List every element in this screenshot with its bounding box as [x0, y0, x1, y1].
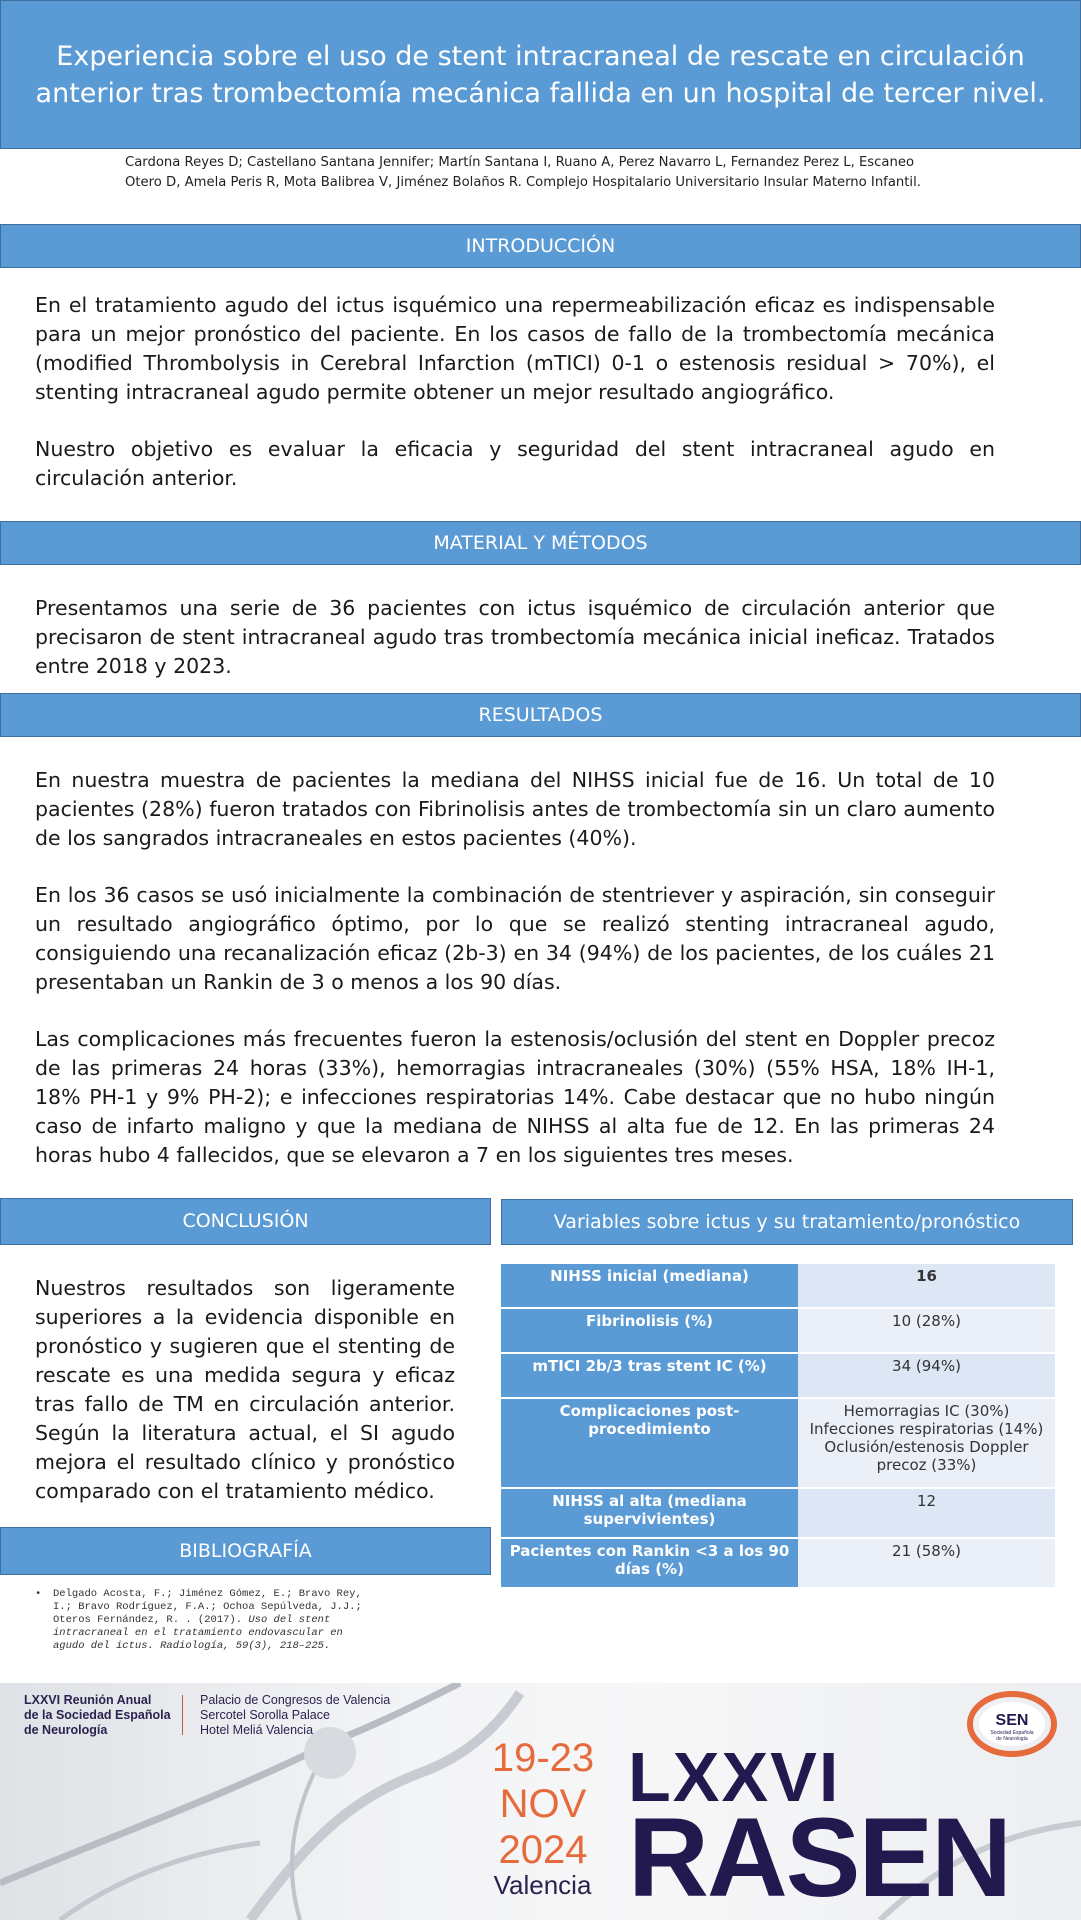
meeting-line-2: de la Sociedad Española: [24, 1708, 171, 1722]
variable-value: Hemorragias IC (30%) Infecciones respiratorias (14%) Oclusión/estenosis Doppler precoz (33%): [798, 1398, 1055, 1488]
results-text: [35, 766, 995, 1198]
reference-authors: Delgado Acosta, F.; Jiménez Gómez, E.; Bravo Rey, I.; Bravo Rodríguez, F.A.; Ochoa Sepúlveda, J.J.; Oteros Fernández, R. . (2017).: [53, 1588, 362, 1626]
bullet-icon: •: [35, 1588, 42, 1600]
venue-line-3: Hotel Meliá Valencia: [200, 1723, 314, 1737]
variable-value: 16: [798, 1264, 1055, 1308]
table-row: [501, 1264, 1055, 1308]
dates-month: NOV: [499, 1782, 587, 1826]
intro-paragraph-1: En el tratamiento agudo del ictus isquémico una repermeabilización eficaz es indispensable para un mejor pronóstico del paciente. En los casos de fallo de la trombectomía mecánica (modified Thrombolysis in Cerebral Infarction (mTICI) 0-1 o estenosis residual > 70%), el stenting intracraneal agudo permite obtener un mejor resultado angiográfico.: [35, 293, 995, 404]
variable-label: NIHSS inicial (mediana): [501, 1264, 798, 1308]
table-row: [501, 1398, 1055, 1488]
variable-label: mTICI 2b/3 tras stent IC (%): [501, 1353, 798, 1398]
reference-title: Uso del stent intracraneal en el tratamiento endovascular en agudo del ictus. Radiología, 59(3), 218–225.: [53, 1614, 343, 1652]
congress-edition: LXXVI: [628, 1738, 841, 1816]
variable-value: 10 (28%): [798, 1308, 1055, 1353]
methods-text: [35, 594, 995, 709]
conclusion-text: Nuestros resultados son ligeramente superiores a la evidencia disponible en pronóstico y sugieren que el stenting de rescate es una medida segura y eficaz tras fallo de TM en circulación anterior. Según la literatura actual, el SI agudo mejora el resultado clínico y pronóstico comparado con el tratamiento médico.: [35, 1276, 455, 1503]
poster-title: [0, 0, 1081, 149]
variables-table-body: [501, 1264, 1055, 1588]
venue-line-2: Sercotel Sorolla Palace: [200, 1708, 330, 1722]
logo-sub-2: de Neurología: [996, 1736, 1028, 1742]
authors: Cardona Reyes D; Castellano Santana Jennifer; Martín Santana I, Ruano A, Perez Navarro L, Fernandez Perez L, Escaneo Otero D, Amela Peris R, Mota Balibrea V, Jiménez Bolaños R. Complejo Hospitalario Universitario Insular Materno Infantil.: [125, 155, 921, 190]
section-heading-results: RESULTADOS: [0, 693, 1081, 737]
table-row: [501, 1353, 1055, 1398]
variable-value: 34 (94%): [798, 1353, 1055, 1398]
methods-paragraph-1: Presentamos una serie de 36 pacientes con ictus isquémico de circulación anterior que precisaron de stent intracraneal agudo tras trombectomía mecánica inicial ineficaz. Tratados entre 2018 y 2023.: [35, 596, 995, 678]
variables-table: [501, 1264, 1055, 1589]
variable-value: 12: [798, 1488, 1055, 1538]
logo-sub-1: Sociedad Española: [990, 1730, 1034, 1736]
congress-acronym: RASEN: [628, 1795, 1011, 1920]
section-heading-intro: INTRODUCCIÓN: [0, 224, 1081, 268]
footer-divider: [182, 1695, 183, 1735]
sen-logo-icon: [966, 1689, 1058, 1759]
congress-dates: [478, 1735, 608, 1873]
venue-list: [200, 1693, 390, 1738]
results-paragraph-1: En nuestra muestra de pacientes la mediana del NIHSS inicial fue de 16. Un total de 10 pacientes (28%) fueron tratados con Fibrinolisis antes de trombectomía sin un claro aumento de los sangrados intracraneales en estos pacientes (40%).: [35, 768, 995, 850]
variable-label: Fibrinolisis (%): [501, 1308, 798, 1353]
table-row: [501, 1308, 1055, 1353]
variable-label: Complicaciones post-procedimiento: [501, 1398, 798, 1488]
intro-paragraph-2: Nuestro objetivo es evaluar la eficacia y seguridad del stent intracraneal agudo en circulación anterior.: [35, 437, 995, 490]
table-row: [501, 1488, 1055, 1538]
variable-value: 21 (58%): [798, 1538, 1055, 1588]
section-heading-methods: MATERIAL Y MÉTODOS: [0, 521, 1081, 565]
variable-label: NIHSS al alta (mediana supervivientes): [501, 1488, 798, 1538]
congress-banner: [0, 1683, 1081, 1920]
meeting-name: [24, 1693, 171, 1738]
variable-label: Pacientes con Rankin <3 a los 90 días (%): [501, 1538, 798, 1588]
meeting-line-3: de Neurología: [24, 1723, 108, 1737]
section-heading-bibliography: BIBLIOGRAFÍA: [0, 1527, 491, 1575]
results-paragraph-3: Las complicaciones más frecuentes fueron la estenosis/oclusión del stent en Doppler precoz de las primeras 24 horas (33%), hemorragias intracraneales (30%) (55% HSA, 18% IH-1, 18% PH-1 y 9% PH-2); e infecciones respiratorias 14%. Cabe destacar que no hubo ningún caso de infarto maligno y que la mediana de NIHSS al alta fue de 12. En las primeras 24 horas hubo 4 fallecidos, que se elevaron a 7 en los siguientes tres meses.: [35, 1027, 995, 1167]
poster-title-text: Experiencia sobre el uso de stent intracraneal de rescate en circulación anterior tras trombectomía mecánica fallida en un hospital de tercer nivel.: [35, 40, 1046, 109]
intro-text: [35, 291, 995, 521]
dates-year: 2024: [498, 1828, 588, 1872]
logo-text: SEN: [995, 1712, 1029, 1729]
section-heading-variables: Variables sobre ictus y su tratamiento/pronóstico: [501, 1199, 1073, 1245]
section-heading-conclusion: CONCLUSIÓN: [0, 1198, 491, 1245]
table-row: [501, 1538, 1055, 1588]
congress-city: Valencia: [493, 1870, 592, 1900]
bibliography-reference: [53, 1588, 375, 1653]
bibliography-entry: [35, 1588, 375, 1653]
venue-line-1: Palacio de Congresos de Valencia: [200, 1693, 391, 1707]
results-paragraph-2: En los 36 casos se usó inicialmente la combinación de stentriever y aspiración, sin conseguir un resultado angiográfico óptimo, por lo que se realizó stenting intracraneal agudo, consiguiendo una recanalización eficaz (2b-3) en 34 (94%) de los pacientes, de los cuáles 21 presentaban un Rankin de 3 o menos a los 90 días.: [35, 883, 995, 994]
meeting-line-1: LXXVI Reunión Anual: [24, 1693, 152, 1707]
dates-days: 19-23: [491, 1736, 595, 1780]
